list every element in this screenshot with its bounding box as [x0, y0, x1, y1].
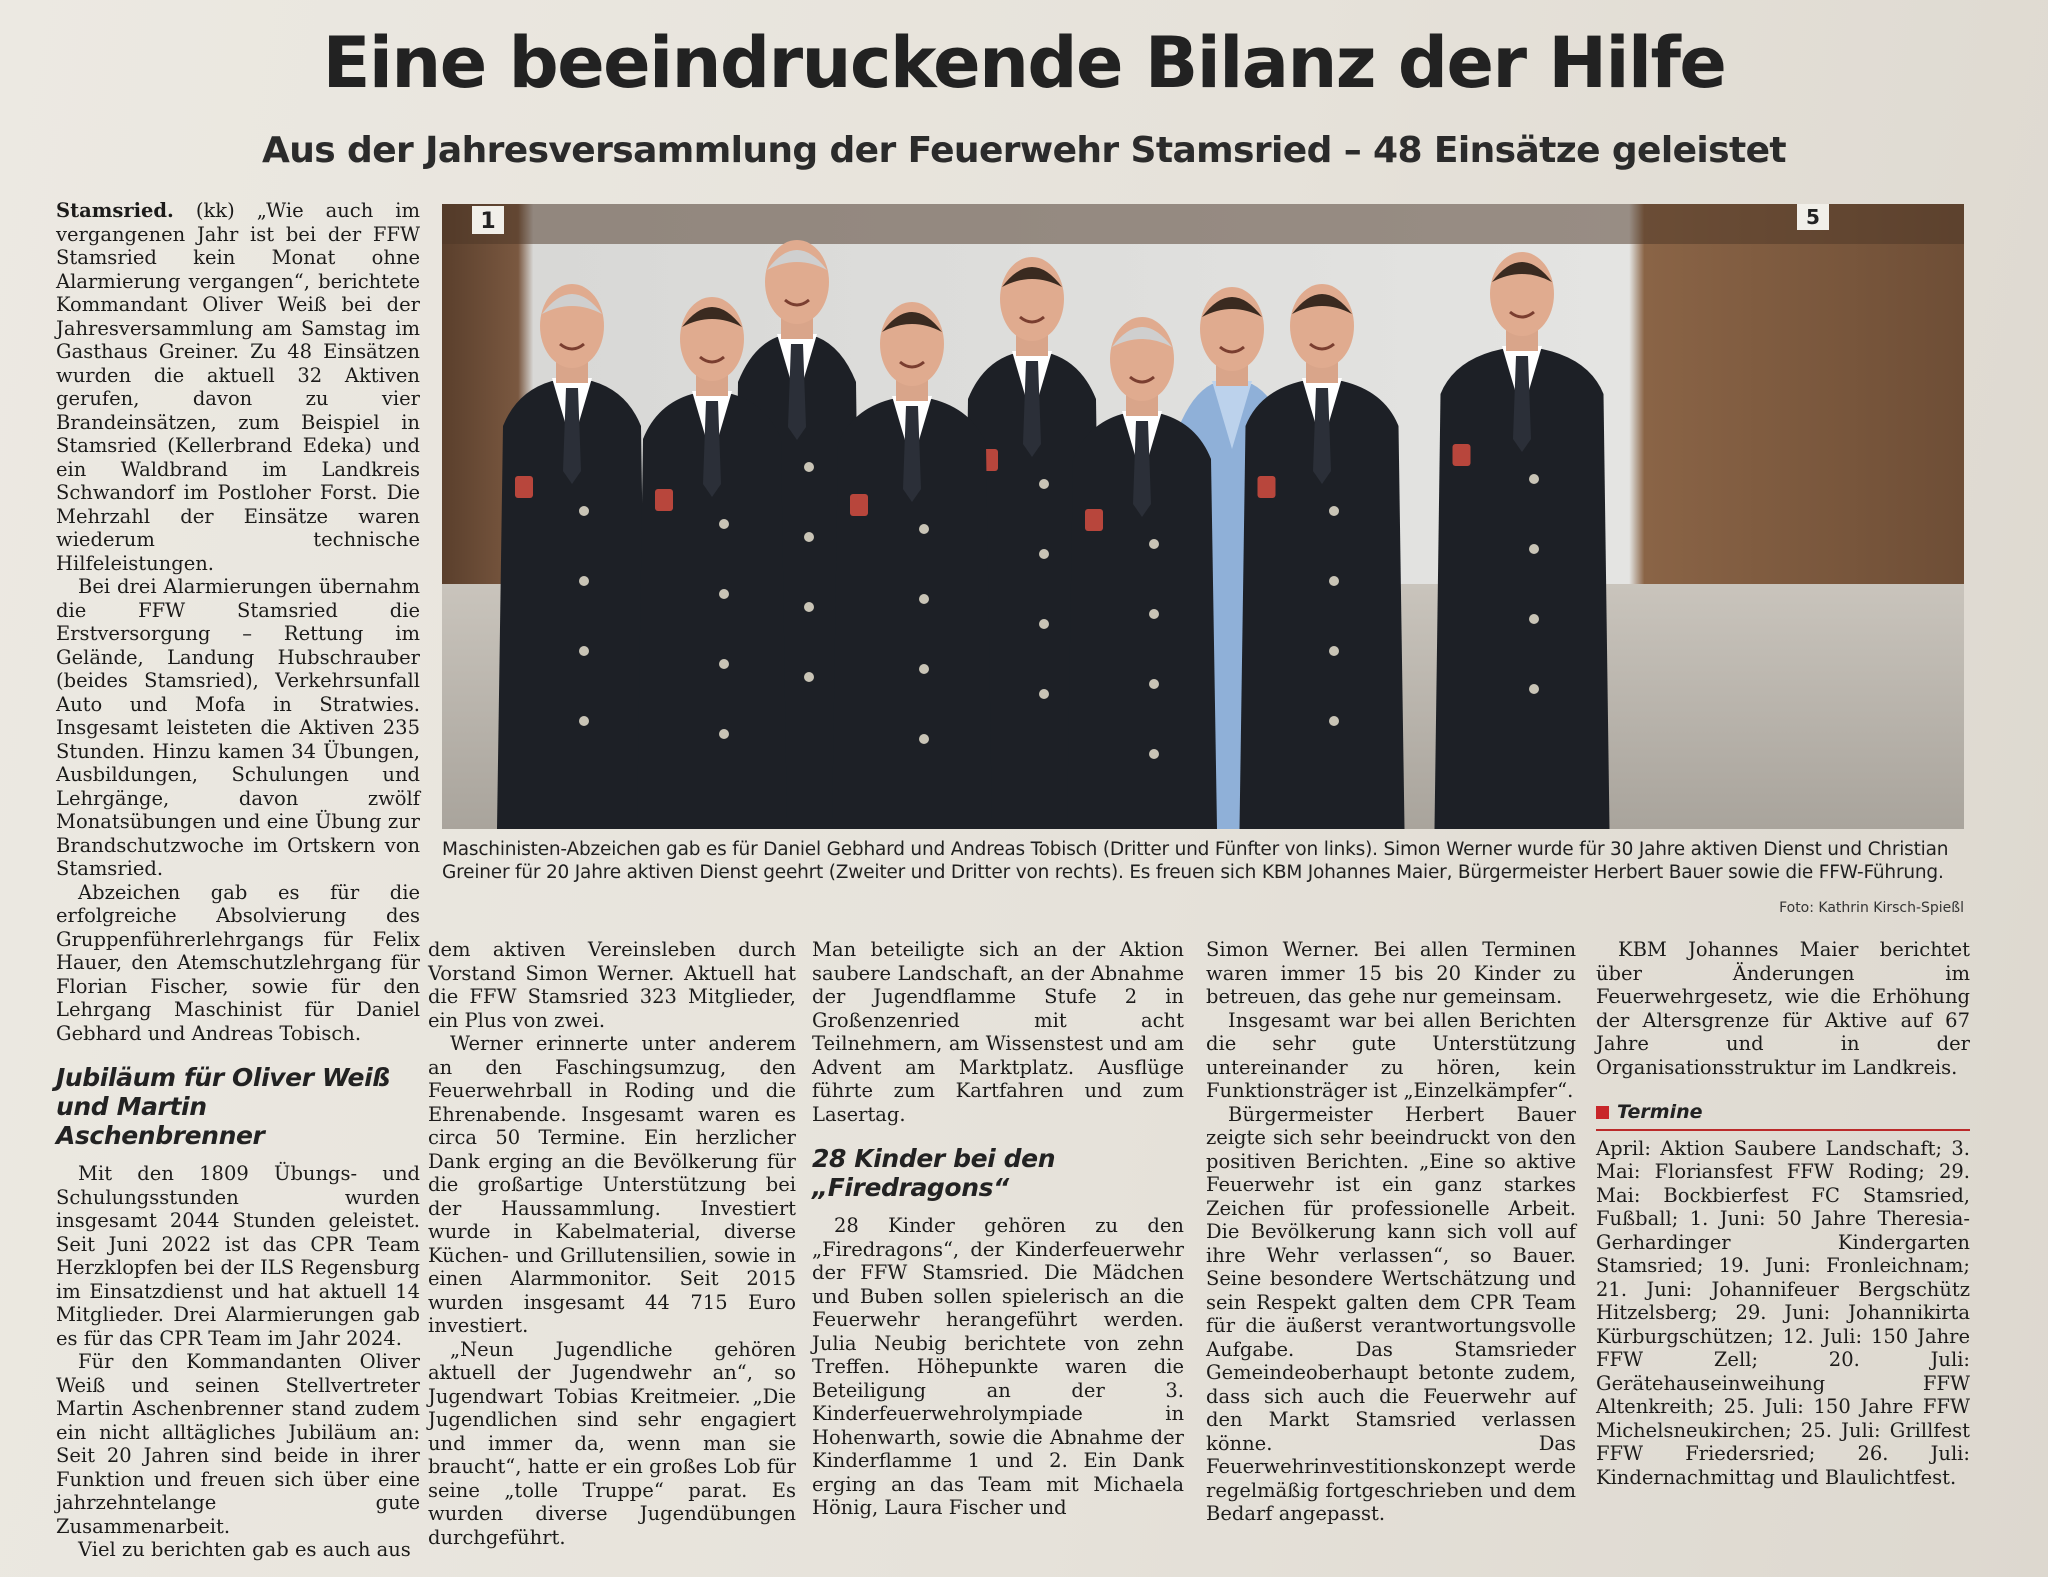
paragraph: Viel zu berichten gab es auch aus [78, 1538, 411, 1561]
termine-box-header [1596, 1101, 1970, 1131]
paragraph: Werner erinnerte unter anderem an den Faschingsumzug, den Feuerwehrball in Roding und die Ehrenabende. Insgesamt waren es circa 50 Termine. Ein herzlicher Dank erging an die Bevölkerung für die großartige Unterstützung bei der Haussammlung. Investiert wurde in Kabelmaterial, diverse Küchen- und Grillutensilien, sowie in einen Alarmmonitor. Seit 2015 wurden insgesamt 44 715 Euro investiert. [428, 1032, 796, 1337]
photo-credit: Foto: Kathrin Kirsch-Spießl [1779, 900, 1964, 916]
article-column-4 [1206, 938, 1576, 1526]
paragraph: KBM Johannes Maier berichtet über Änderungen im Feuerwehrgesetz, wie die Erhöhung der Altersgrenze für Aktive auf 67 Jahre und in der Organisationsstruktur im Landkreis. [1596, 938, 1970, 1079]
photo-sign-right: 5 [1806, 205, 1820, 229]
paragraph-text: (kk) „Wie auch im vergangenen Jahr ist bei der FFW Stamsried kein Monat ohne Alarmierung vergangen“, berichtete Kommandant Oliver Weiß bei der Jahresversammlung am Samstag im Gasthaus Greiner. Zu 48 Einsätzen wurden die aktuell 32 Aktiven gerufen, davon zu vier Brandeinsätzen, zum Beispiel in Stamsried (Kellerbrand Edeka) und ein Waldbrand im Landkreis Schwandorf im Postloher Forst. Die Mehrzahl der Einsätze waren wiederum technische Hilfeleistungen. [56, 199, 421, 575]
group-photo-illustration [442, 204, 1964, 829]
paragraph: Simon Werner. Bei allen Terminen waren immer 15 bis 20 Kinder zu betreuen, das gehe nur gemeinsam. [1206, 938, 1576, 1008]
article-column-5 [1596, 938, 1970, 1489]
paragraph: Mit den 1809 Übungs- und Schulungsstunden wurden insgesamt 2044 Stunden geleistet. Seit Juni 2022 ist das CPR Team Herzklopfen bei der ILS Regensburg im Einsatzdienst und hat aktuell 14 Mitglieder. Drei Alarmierungen gab es für das CPR Team im Jahr 2024. [56, 1162, 420, 1350]
section-heading-jubilaeum: Jubiläum für Oliver Weiß und Martin Aschenbrenner [56, 1063, 390, 1150]
photo-sign-left: 1 [480, 209, 496, 234]
termine-list: April: Aktion Saubere Landschaft; 3. Mai: Floriansfest FFW Roding; 29. Mai: Bockbierfest FC Stamsried, Fußball; 1. Juni: 50 Jahre Theresia-Gerhardinger Kindergarten Stamsried; 19. Juni: Fronleichnam; 21. Juni: Johannifeuer Bergschütz Hitzelsberg; 29. Juni: Johannikirta Kürburgschützen; 12. Juli: 150 Jahre FFW Zell; 20. Juli: Gerätehauseinweihung FFW Altenkreith; 25. Juli: 150 Jahre FFW Michelsneukirchen; 25. Juli: Grillfest FFW Friedersried; 26. Juli: Kindernachmittag und Blaulichtfest. [1596, 1136, 1970, 1489]
group-photo [442, 204, 1964, 829]
article-column-1 [56, 199, 420, 1562]
paragraph: Bei drei Alarmierungen übernahm die FFW Stamsried die Erstversorgung – Rettung im Gelände, Landung Hubschrauber (beides Stamsried), Verkehrsunfall Auto und Mofa in Stratwies. Insgesamt leisteten die Aktiven 235 Stunden. Hinzu kamen 34 Übungen, Ausbildungen, Schulungen und Lehrgänge, davon zwölf Monatsübungen und eine Übung zur Brandschutzwoche im Ortskern von Stamsried. [56, 575, 420, 880]
paragraph: Für den Kommandanten Oliver Weiß und seinen Stellvertreter Martin Aschenbrenner stand zudem ein nicht alltägliches Jubiläum an: Seit 20 Jahren sind beide in ihrer Funktion und freuen sich über eine jahrzehntelange gute Zusammenarbeit. [56, 1350, 420, 1538]
lead-paragraph [56, 199, 420, 575]
termine-label: Termine [1617, 1101, 1703, 1123]
article-column-2 [428, 938, 796, 1549]
paragraph: Insgesamt war bei allen Berichten die sehr gute Unterstützung untereinander zu hören, kein Funktionsträger ist „Einzelkämpfer“. [1206, 1008, 1576, 1102]
paragraph: Abzeichen gab es für die erfolgreiche Absolvierung des Gruppenführerlehrgangs für Felix Hauer, den Atemschutzlehrgang für Florian Fischer, sowie für den Lehrgang Maschinist für Daniel Gebhard und Andreas Tobisch. [56, 880, 420, 1045]
headline: Eine beeindruckende Bilanz der Hilfe [322, 22, 1726, 104]
paragraph: „Neun Jugendliche gehören aktuell der Jugendwehr an“, so Jugendwart Tobias Kreitmeier. „Die Jugendlichen sind sehr engagiert und immer da, wenn man sie braucht“, hatte er ein großes Lob für seine „tolle Truppe“ parat. Es wurden diverse Jugendübungen durchgeführt. [428, 1337, 796, 1549]
red-square-icon [1596, 1106, 1609, 1119]
dateline: Stamsried. [56, 199, 174, 222]
paragraph: Bürgermeister Herbert Bauer zeigte sich sehr beeindruckt von den positiven Berichten. „Eine so aktive Feuerwehr ist ein ganz starkes Zeichen für professionelle Arbeit. Die Bevölkerung kann sich voll auf ihre Wehr verlassen“, so Bauer. Seine besondere Wertschätzung und sein Respekt galten dem CPR Team für die äußerst verantwortungsvolle Aufgabe. Das Stamsrieder Gemeindeoberhaupt betonte zudem, dass sich auch die Feuerwehr auf den Markt Stamsried verlassen könne. Das Feuerwehrinvestitionskonzept werde regelmäßig fortgeschrieben und dem Bedarf angepasst. [1206, 1102, 1576, 1525]
paragraph: dem aktiven Vereinsleben durch Vorstand Simon Werner. Aktuell hat die FFW Stamsried 323 Mitglieder, ein Plus von zwei. [428, 938, 796, 1032]
photo-caption: Maschinisten-Abzeichen gab es für Daniel Gebhard und Andreas Tobisch (Dritter und Fünfter von links). Simon Werner wurde für 30 Jahre aktiven Dienst und Christian Greiner für 20 Jahre aktiven Dienst geehrt (Zweiter und Dritter von rechts). Es freuen sich KBM Johannes Maier, Bürgermeister Herbert Bauer sowie die FFW-Führung. [442, 839, 1949, 883]
paragraph: Man beteiligte sich an der Aktion saubere Landschaft, an der Abnahme der Jugendflamme Stufe 2 in Großenzenried mit acht Teilnehmern, am Wissenstest und am Advent am Marktplatz. Ausflüge führte zum Kartfahren und zum Lasertag. [812, 938, 1184, 1126]
paragraph: 28 Kinder gehören zu den „Firedragons“, der Kinderfeuerwehr der FFW Stamsried. Die Mädchen und Buben sollen spielerisch an die Feuerwehr herangeführt werden. Julia Neubig berichtete von zehn Treffen. Höhepunkte waren die Beteiligung an der 3. Kinderfeuerwehrolympiade in Hohenwarth, sowie die Abnahme der Kinderflamme 1 und 2. Ein Dank erging an das Team mit Michaela Hönig, Laura Fischer und [812, 1214, 1184, 1519]
subheadline: Aus der Jahresversammlung der Feuerwehr Stamsried – 48 Einsätze geleistet [261, 130, 1786, 171]
article-column-3 [812, 938, 1184, 1520]
section-heading-firedragons: 28 Kinder bei den „Firedragons“ [812, 1144, 1056, 1202]
